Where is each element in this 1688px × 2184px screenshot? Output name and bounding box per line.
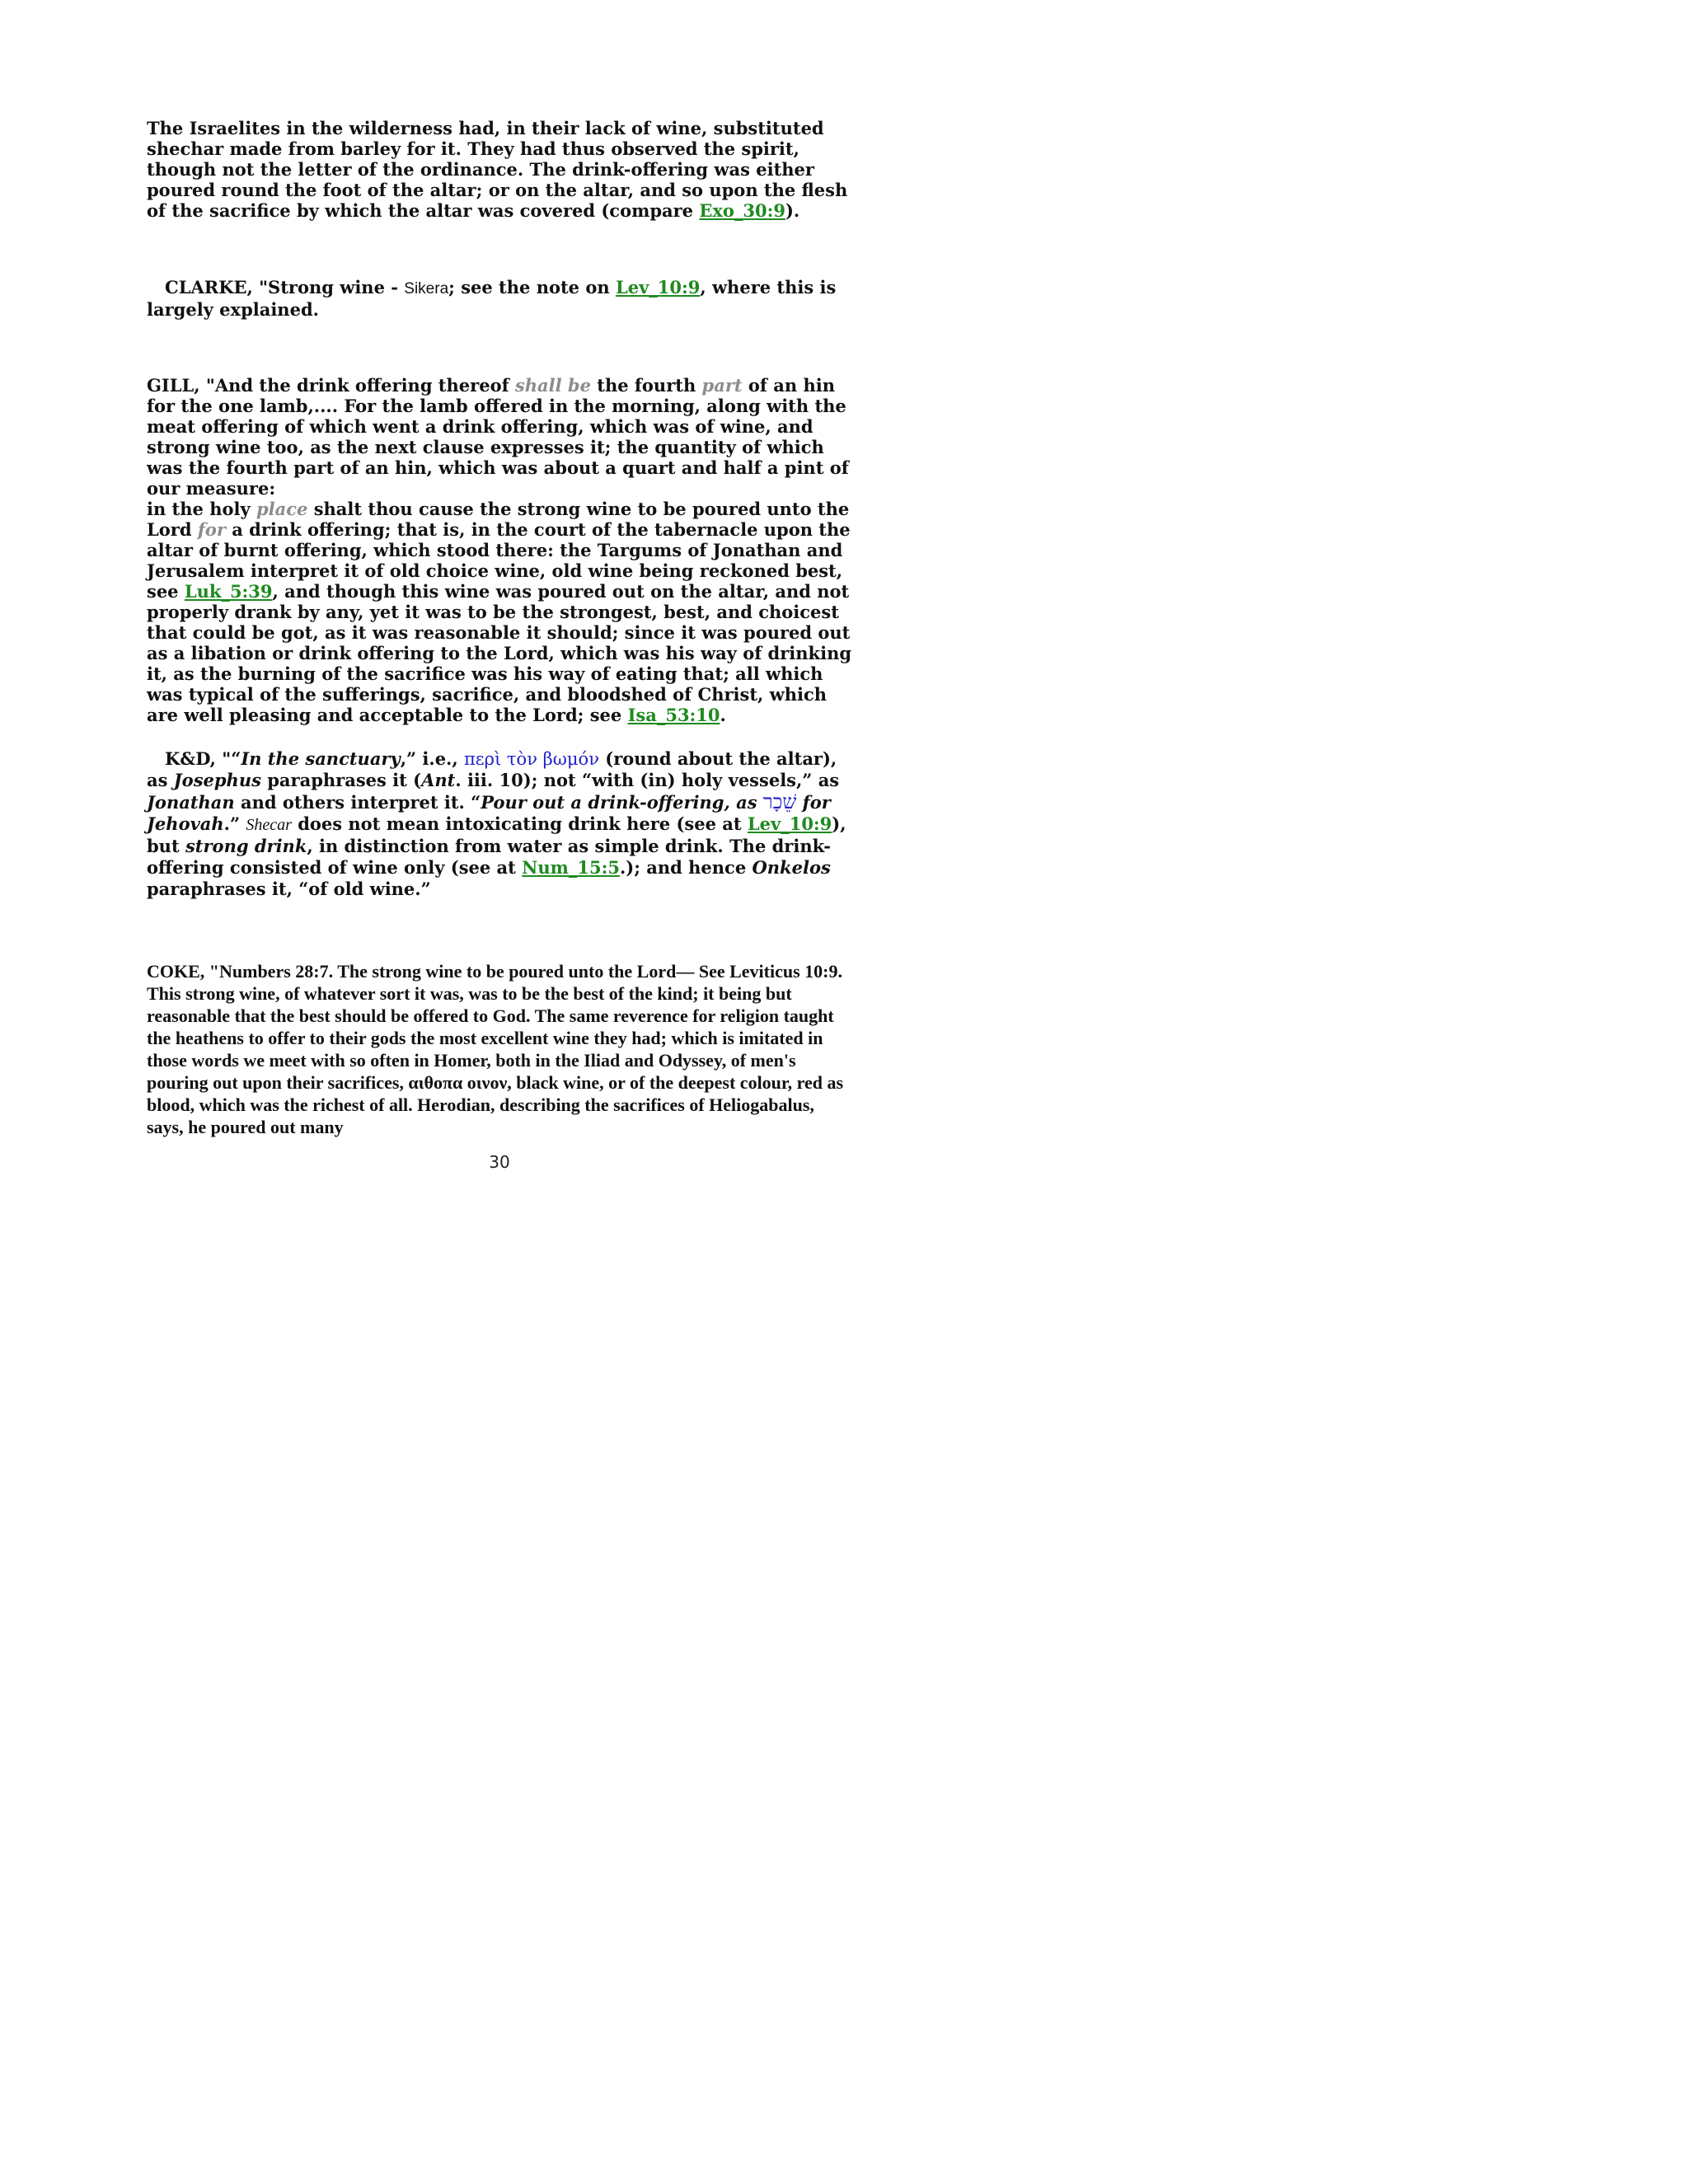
text: ; see the note on — [448, 277, 616, 298]
italic-text: Josephus — [173, 770, 261, 790]
term-sikera: Sikera — [404, 280, 449, 298]
text: paraphrases it ( — [260, 770, 422, 790]
text: paraphrases it, “of old wine.” — [147, 879, 431, 899]
italic-text: In the sanctuary — [241, 748, 401, 769]
italic-text: strong drink — [185, 836, 307, 856]
scripture-link-exo-30-9[interactable]: Exo_30:9 — [699, 200, 785, 221]
greek-text: περὶ τὸν βωμόν — [464, 749, 599, 769]
text: .); and hence — [619, 857, 753, 878]
scripture-link-luk-5-39[interactable]: Luk_5:39 — [184, 581, 273, 602]
text: . — [720, 705, 726, 725]
text: , and though this wine was poured out on the altar, and not properly drank by any, yet it was to be the strongest, best, and choicest that could be got, as it was reasonable it should; since it was poured out as a libation or drink offering to the Lord, which was his way of drinking it, as the burning of the sacrifice was his way of eating that; all which was typical of the sufferings, sacrifice, and bloodshed of Christ, which are well pleasing and acceptable to the Lord; see — [147, 581, 852, 725]
text: The Israelites in the wilderness had, in their lack of wine, substituted shechar made from barley for it. They had thus observed the spirit, though not the letter of the ordinance. The drink-offering was either poured round the foot of the altar; or on the altar, and so upon the flesh of the sacrifice by which the altar was covered (compare — [147, 118, 848, 221]
page-number: 30 — [489, 1152, 510, 1172]
text: K&D, "“ — [165, 748, 241, 769]
italic-text: Ant — [421, 770, 456, 790]
hebrew-text: שֵׁכָר — [762, 790, 797, 813]
scripture-link-isa-53-10[interactable]: Isa_53:10 — [627, 705, 720, 725]
text: does not mean intoxicating drink here (see at — [291, 813, 748, 834]
paragraph-gill — [147, 375, 856, 499]
paragraph-clarke — [147, 277, 856, 320]
text: .” — [223, 813, 246, 834]
paragraph-coke — [147, 960, 856, 1138]
text: ,” i.e., — [400, 748, 464, 769]
paragraph-kd — [147, 748, 856, 900]
italic-text: for Jehovah — [147, 792, 831, 834]
supplied-word: place — [256, 499, 308, 519]
italic-text: Pour out a drink-offering, as — [481, 792, 763, 813]
text: ). — [785, 200, 800, 221]
text: shalt thou cause the strong wine to be poured unto the Lord — [147, 499, 850, 540]
scripture-link-lev-10-9[interactable]: Lev_10:9 — [747, 813, 832, 834]
italic-text: Onkelos — [752, 857, 831, 878]
text: COKE, "Numbers 28:7. The strong wine to be poured unto the Lord— See Leviticus 10:9. This strong wine, of whatever sort it was, was to be the best of the kind; it being but reasonable that the best should be offered to God. The same reverence for religion taught the heathens to offer to their gods the most excellent wine they had; which is imitated in those words we meet with so often in Homer, both in the Iliad and Odyssey, of men's pouring out upon their sacrifices, αιθοπα οινον, black wine, or of the deepest colour, red as blood, which was the richest of all. Herodian, describing the sacrifices of Heliogabalus, says, he poured out many — [147, 961, 844, 1137]
supplied-word: for — [197, 519, 226, 540]
text: of an hin for the one lamb,.... For the lamb offered in the morning, along with the meat offering of which went a drink offering, which was of wine, and strong wine too, as the next clause expresses it; the quantity of which was the fourth part of an hin, which was about a quart and half a pint of our measure: — [147, 375, 849, 499]
italic-text: Jonathan — [147, 792, 235, 813]
text: the fourth — [590, 375, 702, 396]
scripture-link-num-15-5[interactable]: Num_15:5 — [522, 857, 620, 878]
document-page — [0, 0, 999, 1292]
paragraph-israelites — [147, 118, 856, 221]
text: CLARKE, "Strong wine - — [165, 277, 405, 298]
text: , where this is largely explained. — [147, 277, 837, 320]
text: GILL, "And the drink offering thereof — [147, 375, 515, 396]
text: in the holy — [147, 499, 256, 519]
term-shecar: Shecar — [246, 816, 292, 834]
text: ), but — [147, 813, 846, 856]
text: , in distinction from water as simple drink. The drink-offering consisted of wine only (see at — [147, 836, 832, 878]
supplied-word: shall be — [514, 375, 591, 396]
text: and others interpret it. “ — [234, 792, 481, 813]
text: (round about the altar), as — [147, 748, 837, 790]
paragraph-gill-continued — [147, 499, 856, 725]
text: a drink offering; that is, in the court of the tabernacle upon the altar of burnt offering, which stood there: the Targums of Jonathan and Jerusalem interpret it of old choice wine, old wine being reckoned best, see — [147, 519, 851, 602]
supplied-word: part — [701, 375, 743, 396]
scripture-link-lev-10-9[interactable]: Lev_10:9 — [615, 277, 701, 298]
text: . iii. 10); not “with (in) holy vessels,” as — [455, 770, 840, 790]
